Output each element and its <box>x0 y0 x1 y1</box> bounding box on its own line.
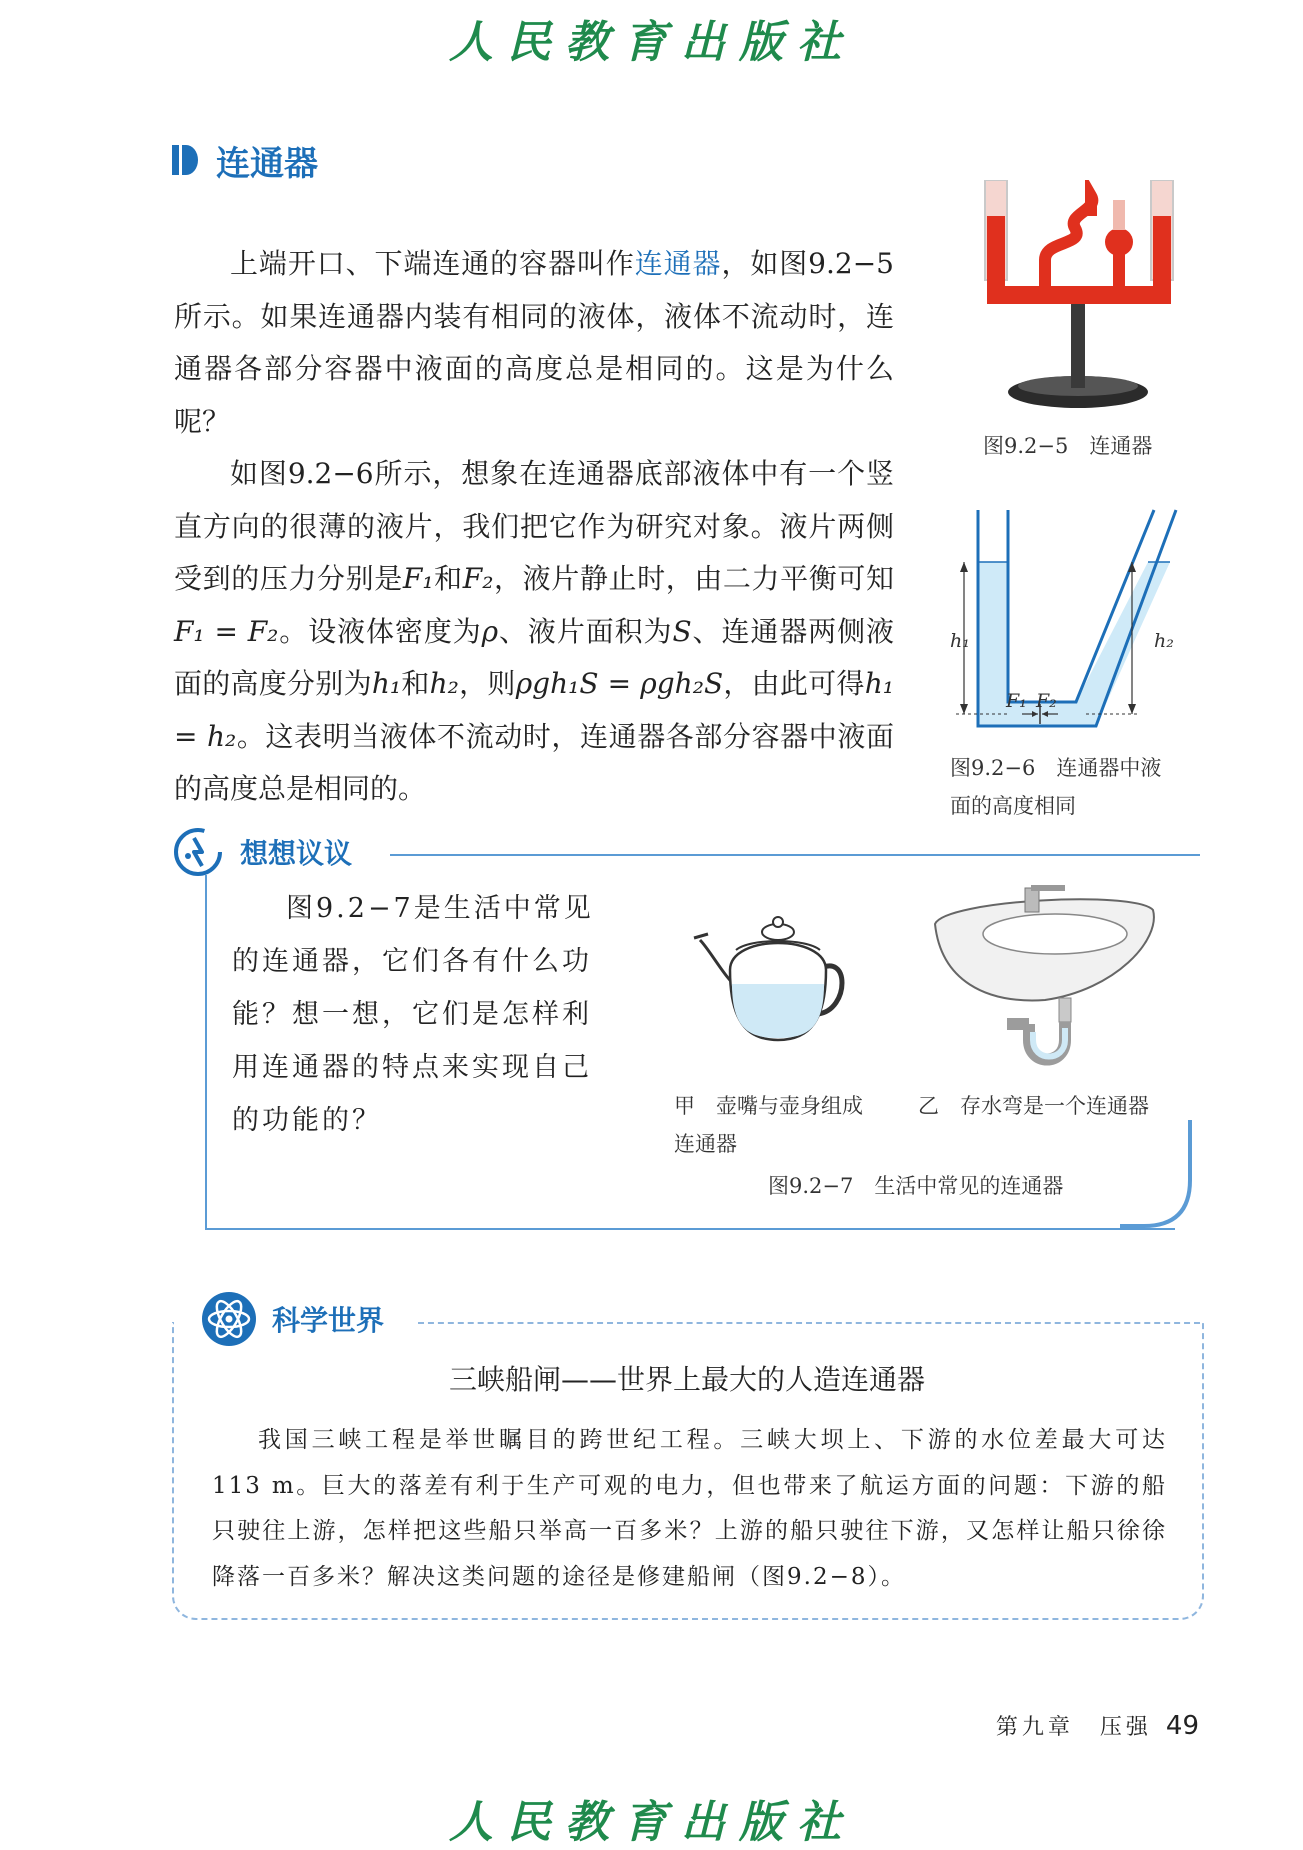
science-world-heading <box>200 1290 384 1348</box>
think-discuss-title: 想想议议 <box>240 837 353 870</box>
label-h2: h₂ <box>1154 630 1174 652</box>
u-tube-diagram <box>948 500 1188 740</box>
label-F1: F₁ <box>1006 690 1027 712</box>
label-F2: F₂ <box>1036 690 1057 712</box>
paragraph-1: 上端开口、下端连通的容器叫作连通器，如图9.2−5所示。如果连通器内装有相同的液体，液体不流动时，连通器各部分容器中液面的高度总是相同的。这是为什么呢？ <box>174 247 894 438</box>
atom-icon <box>200 1290 258 1348</box>
figure-9-2-6-caption-1: 图9.2−6 连通器中液 <box>950 756 1162 780</box>
science-world-subtitle: 三峡船闸——世界上最大的人造连通器 <box>448 1363 925 1396</box>
figure-9-2-7a-caption-1: 甲 壶嘴与壶身组成 <box>674 1094 863 1118</box>
section-marker-icon <box>172 145 198 175</box>
publisher-footer: 人民教育出版社 <box>449 1797 855 1848</box>
section-title: 连通器 <box>216 143 318 184</box>
think-bottom-rule <box>205 1228 1175 1230</box>
think-discuss-heading <box>172 826 352 878</box>
science-world-title: 科学世界 <box>272 1304 385 1337</box>
section-heading <box>172 140 318 184</box>
think-top-rule <box>390 854 1200 856</box>
science-top-rule <box>418 1322 1200 1324</box>
figure-9-2-7-caption: 图9.2−7 生活中常见的连通器 <box>768 1174 1064 1198</box>
page-footer <box>996 1710 1199 1741</box>
paragraph-2: 如图9.2−6所示，想象在连通器底部液体中有一个竖直方向的很薄的液片，我们把它作为研究对象。液片两侧受到的压力分别是F₁和F₂，液片静止时，由二力平衡可知F₁ = F₂。设液体密度为ρ、液片面积为S、连通器两侧液面的高度分别为h₁和h₂，则ρgh₁S = ρgh₂S，由此可得h₁ = h₂。这表明当液体不流动时，连通器各部分容器中液面的高度总是相同的。 <box>174 457 894 805</box>
label-h1: h₁ <box>950 630 970 652</box>
think-box-corner <box>1120 1120 1200 1230</box>
think-discuss-text: 图9.2−7是生活中常见的连通器，它们各有什么功能？想一想，它们是怎样利用连通器的特点来实现自己的功能的？ <box>232 893 594 1136</box>
figure-9-2-6-caption-2: 面的高度相同 <box>950 794 1076 818</box>
figure-9-2-5-caption: 图9.2−5 连通器 <box>983 434 1153 458</box>
think-discuss-icon <box>172 826 224 878</box>
term-connector: 连通器 <box>634 247 722 280</box>
science-world-text: 我国三峡工程是举世瞩目的跨世纪工程。三峡大坝上、下游的水位差最大可达 113 m。巨大的落差有利于生产可观的电力，但也带来了航运方面的问题：下游的船只驶往上游，怎样把这些船只举高一百多米？上游的船只驶往下游，又怎样让船只徐徐降落一百多米？解决这类问题的途径是修建船闸（图9.2−8）。 <box>212 1427 1167 1590</box>
figure-9-2-7b-caption: 乙 存水弯是一个连通器 <box>918 1094 1149 1118</box>
chapter-label: 第九章 压强 <box>995 1715 1152 1740</box>
page-number: 49 <box>1165 1711 1199 1741</box>
teapot-illustration <box>690 910 860 1050</box>
sink-trap-illustration <box>925 880 1165 1080</box>
publisher-header: 人民教育出版社 <box>449 17 855 68</box>
figure-9-2-7a-caption-2: 连通器 <box>674 1132 737 1156</box>
connector-apparatus-figure <box>975 180 1185 410</box>
